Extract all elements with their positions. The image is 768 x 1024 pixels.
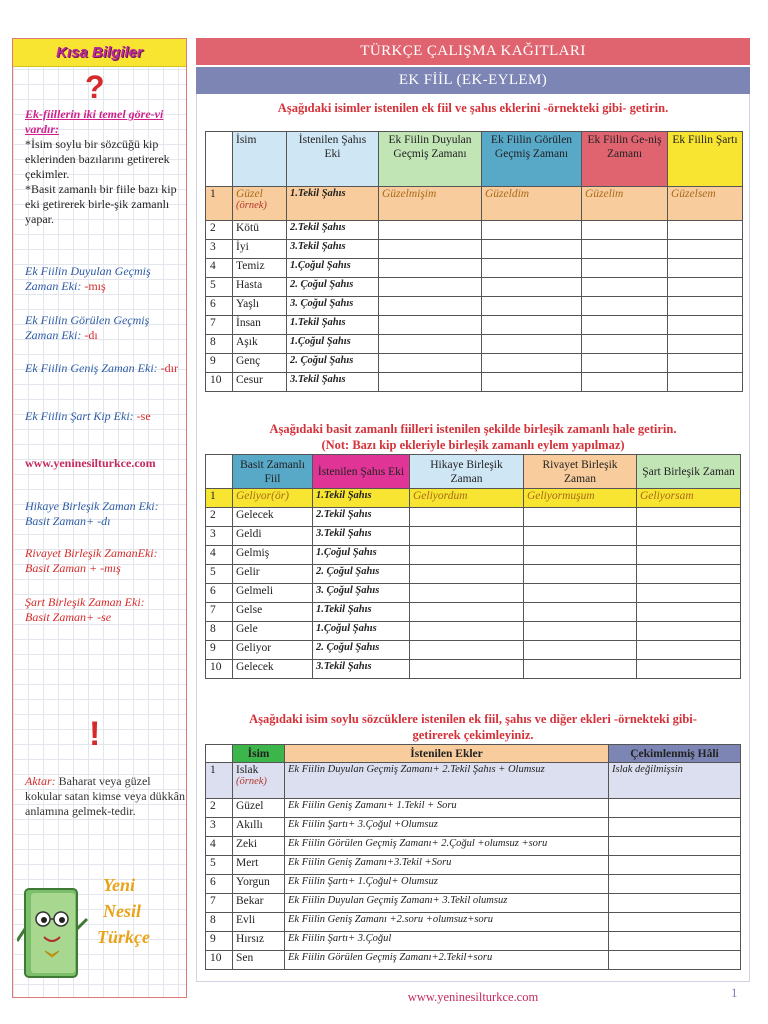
fact-suffix: -mış [84,279,106,293]
table-cekimleme [205,744,741,970]
person-cell: 2. Çoğul Şahıs [313,641,410,660]
row-number: 8 [206,622,233,641]
row-number: 3 [206,527,233,546]
person-cell: 1.Tekil Şahıs [313,603,410,622]
answer-blank-cell[interactable] [668,240,743,259]
intro-title: Ek-fiillerin iki temel göre-vi vardır: [25,107,164,136]
header-cell: İsim [233,132,287,187]
answer-cell: Güzelmişim [379,187,482,221]
example-row [206,489,741,508]
answer-blank-cell[interactable] [637,508,741,527]
answer-blank-cell[interactable] [524,660,637,679]
request-cell: Ek Fiilin Geniş Zamanı+3.Tekil +Soru [285,856,609,875]
table-body [206,508,741,679]
word-cell [233,763,285,799]
answer-blank-cell[interactable] [482,297,582,316]
answer-blank-cell[interactable] [668,335,743,354]
page-subtitle: EK FİİL (EK-EYLEM) [196,67,750,94]
answer-blank-cell[interactable] [524,603,637,622]
word-cell: Kötü [233,221,287,240]
row-number: 7 [206,316,233,335]
table-body [206,221,743,392]
answer-cell: Güzelsem [668,187,743,221]
aktar-label: Aktar: [25,774,56,788]
example-word: Güzel [236,188,263,200]
row-number: 4 [206,837,233,856]
answer-blank-cell[interactable] [609,951,741,970]
answer-cell: Geliyorsam [637,489,741,508]
table-row [206,641,741,660]
table-row [206,660,741,679]
answer-blank-cell[interactable] [637,527,741,546]
person-cell: 1.Tekil Şahıs [287,187,379,221]
answer-cell: Islak değilmişsin [609,763,741,799]
word-cell: Sen [233,951,285,970]
sidebar-url[interactable]: www.yeninesilturkce.com [25,456,156,470]
row-number: 9 [206,354,233,373]
row-number: 4 [206,259,233,278]
answer-blank-cell[interactable] [379,316,482,335]
person-cell: 3.Tekil Şahıs [313,660,410,679]
row-number: 8 [206,335,233,354]
person-cell: 3.Tekil Şahıs [313,527,410,546]
example-note: (örnek) [236,776,267,787]
person-cell: 3. Çoğul Şahıs [313,584,410,603]
table-row [206,221,743,240]
exclamation-icon: ! [89,715,101,753]
header-cell: İsim [233,745,285,763]
section2-instruction-line1: Aşağıdaki basit zamanlı fiilleri istenilen şekilde birleşik zamanlı hale getirin. [269,422,677,436]
answer-blank-cell[interactable] [609,894,741,913]
request-cell: Ek Fiilin Geniş Zamanı+ 1.Tekil + Soru [285,799,609,818]
answer-blank-cell[interactable] [582,354,668,373]
row-number: 5 [206,856,233,875]
answer-blank-cell[interactable] [637,546,741,565]
fact-suffix: -se [136,409,151,423]
page-number: 1 [731,985,738,1000]
person-cell: 2. Çoğul Şahıs [287,278,379,297]
intro-block [25,107,185,227]
answer-blank-cell[interactable] [668,316,743,335]
footer-url[interactable]: www.yeninesilturkce.com [407,990,539,1004]
answer-blank-cell[interactable] [609,799,741,818]
answer-blank-cell[interactable] [410,508,524,527]
answer-blank-cell[interactable] [379,354,482,373]
answer-blank-cell[interactable] [410,603,524,622]
word-cell: Mert [233,856,285,875]
row-number: 5 [206,565,233,584]
answer-blank-cell[interactable] [482,240,582,259]
word-cell: Yorgun [233,875,285,894]
word-cell: Cesur [233,373,287,392]
table-row [206,875,741,894]
section3-instruction-line1: Aşağıdaki isim soylu sözcüklere istenilen ek fiil, şahıs ve diğer ekleri -örnekteki gibi- [249,712,697,726]
answer-blank-cell[interactable] [482,259,582,278]
person-cell: 2.Tekil Şahıs [287,221,379,240]
row-number: 9 [206,641,233,660]
word-cell: Akıllı [233,818,285,837]
table-body [206,799,741,970]
table-row [206,932,741,951]
word-cell: İyi [233,240,287,259]
answer-blank-cell[interactable] [609,818,741,837]
answer-blank-cell[interactable] [524,565,637,584]
answer-blank-cell[interactable] [410,565,524,584]
answer-blank-cell[interactable] [637,603,741,622]
sidebar-title-banner [13,39,186,67]
table-header-row [206,745,741,763]
row-number: 7 [206,603,233,622]
table-row [206,584,741,603]
header-cell: Ek Fiilin Şartı [668,132,743,187]
row-number: 2 [206,799,233,818]
header-cell: Çekimlenmiş Hâli [609,745,741,763]
answer-blank-cell[interactable] [482,335,582,354]
answer-blank-cell[interactable] [379,373,482,392]
answer-blank-cell[interactable] [668,278,743,297]
table-row [206,354,743,373]
word-cell: Aşık [233,335,287,354]
answer-blank-cell[interactable] [637,660,741,679]
question-mark-icon: ? [85,69,105,105]
header-cell: Rivayet Birleşik Zaman [524,455,637,489]
fact-duyulan [25,264,185,294]
header-cell: Basit Zamanlı Fiil [233,455,313,489]
verb-cell: Gelir [233,565,313,584]
table-row [206,913,741,932]
person-cell: 1.Çoğul Şahıs [287,259,379,278]
word-cell: Genç [233,354,287,373]
row-number: 9 [206,932,233,951]
section1-instruction: Aşağıdaki isimler istenilen ek fiil ve şahıs eklerini -örnekteki gibi- getirin. [277,101,669,115]
fact-label: Ek Fiilin Duyulan Geçmiş Zaman Eki: [25,264,151,293]
table-row [206,373,743,392]
fact-genis [25,361,185,376]
answer-blank-cell[interactable] [379,259,482,278]
row-number: 8 [206,913,233,932]
row-number: 1 [206,489,233,508]
verb-cell: Geliyor(ör) [233,489,313,508]
table-row [206,799,741,818]
compound-formula: Basit Zaman+ -dı [25,514,111,528]
answer-blank-cell[interactable] [609,875,741,894]
answer-blank-cell[interactable] [482,278,582,297]
answer-blank-cell[interactable] [582,335,668,354]
word-cell: Yaşlı [233,297,287,316]
compound-label: Şart Birleşik Zaman Eki: [25,595,145,609]
fact-label: Ek Fiilin Geniş Zaman Eki: [25,361,158,375]
answer-cell: Geliyordum [410,489,524,508]
person-cell: 1.Çoğul Şahıs [313,546,410,565]
row-number: 1 [206,763,233,799]
answer-blank-cell[interactable] [609,837,741,856]
request-cell: Ek Fiilin Şartı+ 1.Çoğul+ Olumsuz [285,875,609,894]
answer-blank-cell[interactable] [410,584,524,603]
table-row [206,951,741,970]
header-cell [206,455,233,489]
answer-blank-cell[interactable] [482,373,582,392]
sidebar-title: Kısa Bilgiler [56,44,143,61]
request-cell: Ek Fiilin Görülen Geçmiş Zamanı+ 2.Çoğul +olumsuz +soru [285,837,609,856]
verb-cell: Geldi [233,527,313,546]
fact-label: Ek Fiilin Şart Kip Eki: [25,409,134,423]
word-cell: Hırsız [233,932,285,951]
verb-cell: Geliyor [233,641,313,660]
table-row [206,335,743,354]
answer-blank-cell[interactable] [582,278,668,297]
answer-blank-cell[interactable] [582,316,668,335]
compound-rivayet [25,546,185,576]
person-cell: 1.Çoğul Şahıs [287,335,379,354]
compound-formula: Basit Zaman+ -se [25,610,112,624]
answer-blank-cell[interactable] [668,373,743,392]
fact-sart [25,409,185,424]
row-number: 7 [206,894,233,913]
answer-blank-cell[interactable] [524,622,637,641]
table-row [206,508,741,527]
header-cell: İstenilen Ekler [285,745,609,763]
answer-blank-cell[interactable] [379,335,482,354]
row-number: 2 [206,508,233,527]
table-row [206,894,741,913]
answer-blank-cell[interactable] [410,622,524,641]
answer-blank-cell[interactable] [637,622,741,641]
answer-blank-cell[interactable] [582,259,668,278]
answer-blank-cell[interactable] [524,508,637,527]
header-cell: Ek Fiilin Duyulan Geçmiş Zamanı [379,132,482,187]
row-number: 2 [206,221,233,240]
section3-instruction-line2: getirerek çekimleyiniz. [412,728,534,742]
header-cell: Ek Fiilin Görülen Geçmiş Zamanı [482,132,582,187]
person-cell: 1.Çoğul Şahıs [313,622,410,641]
table-row [206,856,741,875]
example-note: (örnek) [236,200,267,211]
word-cell: Evli [233,913,285,932]
header-cell: Hikaye Birleşik Zaman [410,455,524,489]
verb-cell: Gelecek [233,660,313,679]
answer-blank-cell[interactable] [582,240,668,259]
answer-blank-cell[interactable] [668,221,743,240]
answer-blank-cell[interactable] [410,546,524,565]
fact-gorulen [25,313,185,343]
row-number: 10 [206,951,233,970]
answer-blank-cell[interactable] [582,373,668,392]
word-cell: Bekar [233,894,285,913]
compound-sart [25,595,185,625]
person-cell: 2. Çoğul Şahıs [313,565,410,584]
answer-blank-cell[interactable] [379,297,482,316]
verb-cell: Gele [233,622,313,641]
header-cell [206,132,233,187]
answer-blank-cell[interactable] [482,354,582,373]
answer-blank-cell[interactable] [410,660,524,679]
answer-blank-cell[interactable] [582,297,668,316]
fact-suffix: -dı [84,328,98,342]
row-number: 4 [206,546,233,565]
compound-label: Hikaye Birleşik Zaman Eki: [25,499,159,513]
aktar-definition [25,774,185,819]
answer-blank-cell[interactable] [410,641,524,660]
request-cell: Ek Fiilin Şartı+ 3.Çoğul +Olumsuz [285,818,609,837]
answer-blank-cell[interactable] [410,527,524,546]
verb-cell: Gelmiş [233,546,313,565]
table-row [206,818,741,837]
table-ek-fiil-sahis [205,131,743,392]
header-cell: İstenilen Şahıs Eki [287,132,379,187]
page-title: TÜRKÇE ÇALIŞMA KAĞITLARI [196,38,750,65]
table-header-row [206,132,743,187]
request-cell: Ek Fiilin Duyulan Geçmiş Zamanı+ 2.Tekil Şahıs + Olumsuz [285,763,609,799]
word-cell: İnsan [233,316,287,335]
mascot-word-2: Nesil [103,901,141,921]
intro-point-1: *İsim soylu bir sözcüğü kip eklerinden bazılarını getirerek çekimler. [25,137,170,181]
request-cell: Ek Fiilin Şartı+ 3.Çoğul [285,932,609,951]
answer-cell: Geliyormuşum [524,489,637,508]
table-birlesik-zaman [205,454,741,679]
mascot-word-1: Yeni [103,875,136,895]
section3-instruction [196,711,750,743]
person-cell: 3. Çoğul Şahıs [287,297,379,316]
answer-blank-cell[interactable] [609,932,741,951]
row-number: 6 [206,875,233,894]
answer-blank-cell[interactable] [482,221,582,240]
fact-suffix: -dır [160,361,178,375]
answer-blank-cell[interactable] [668,259,743,278]
answer-blank-cell[interactable] [482,316,582,335]
table-row [206,603,741,622]
header-cell: İstenilen Şahıs Eki [313,455,410,489]
answer-blank-cell[interactable] [379,221,482,240]
answer-blank-cell[interactable] [379,278,482,297]
row-number: 5 [206,278,233,297]
person-cell: 2. Çoğul Şahıs [287,354,379,373]
row-number: 3 [206,818,233,837]
compound-formula: Basit Zaman + -mış [25,561,121,575]
example-row [206,187,743,221]
table-row [206,316,743,335]
answer-blank-cell[interactable] [609,913,741,932]
row-number: 6 [206,297,233,316]
row-number: 3 [206,240,233,259]
word-cell: Güzel [233,799,285,818]
table-header-row [206,455,741,489]
table-row [206,837,741,856]
person-cell: 3.Tekil Şahıs [287,373,379,392]
row-number: 10 [206,373,233,392]
answer-blank-cell[interactable] [524,584,637,603]
header-cell: Ek Fiilin Ge-niş Zamanı [582,132,668,187]
request-cell: Ek Fiilin Görülen Geçmiş Zamanı+2.Tekil+soru [285,951,609,970]
verb-cell: Gelecek [233,508,313,527]
word-cell: Zeki [233,837,285,856]
verb-cell: Gelse [233,603,313,622]
table-row [206,565,741,584]
answer-blank-cell[interactable] [524,527,637,546]
book-mascot-icon [17,859,182,989]
answer-blank-cell[interactable] [524,546,637,565]
table-row [206,278,743,297]
table-row [206,259,743,278]
answer-blank-cell[interactable] [582,221,668,240]
row-number: 1 [206,187,233,221]
mascot-word-3: Türkçe [97,927,150,947]
answer-blank-cell[interactable] [609,856,741,875]
word-cell [233,187,287,221]
answer-blank-cell[interactable] [668,297,743,316]
answer-blank-cell[interactable] [637,584,741,603]
answer-cell: Güzelim [582,187,668,221]
verb-cell: Gelmeli [233,584,313,603]
compound-label: Rivayet Birleşik ZamanEki: [25,546,158,560]
table-row [206,622,741,641]
section2-instruction [196,421,750,453]
sidebar [12,38,187,998]
answer-blank-cell[interactable] [668,354,743,373]
word-cell: Temiz [233,259,287,278]
person-cell: 1.Tekil Şahıs [313,489,410,508]
table-row [206,297,743,316]
table-row [206,527,741,546]
person-cell: 2.Tekil Şahıs [313,508,410,527]
aktar-text: Baharat veya güzel kokular satan kimse veya dükkân anlamına gelmek-tedir. [25,774,185,818]
request-cell: Ek Fiilin Duyulan Geçmiş Zamanı+ 3.Tekil olumsuz [285,894,609,913]
table-row [206,546,741,565]
compound-hikaye [25,499,185,529]
fact-label: Ek Fiilin Görülen Geçmiş Zaman Eki: [25,313,150,342]
answer-blank-cell[interactable] [637,565,741,584]
intro-point-2: *Basit zamanlı bir fiile bazı kip eki getirerek birle-şik zamanlı yapar. [25,182,177,226]
header-cell [206,745,233,763]
table-row [206,240,743,259]
row-number: 6 [206,584,233,603]
person-cell: 1.Tekil Şahıs [287,316,379,335]
answer-blank-cell[interactable] [637,641,741,660]
answer-blank-cell[interactable] [524,641,637,660]
example-row [206,763,741,799]
person-cell: 3.Tekil Şahıs [287,240,379,259]
header-cell: Şart Birleşik Zaman [637,455,741,489]
answer-blank-cell[interactable] [379,240,482,259]
word-cell: Hasta [233,278,287,297]
section2-instruction-line2: (Not: Bazı kip ekleriyle birleşik zamanlı eylem yapılmaz) [321,438,625,452]
request-cell: Ek Fiilin Geniş Zamanı +2.soru +olumsuz+soru [285,913,609,932]
example-word: Islak [236,764,259,776]
row-number: 10 [206,660,233,679]
answer-cell: Güzeldim [482,187,582,221]
